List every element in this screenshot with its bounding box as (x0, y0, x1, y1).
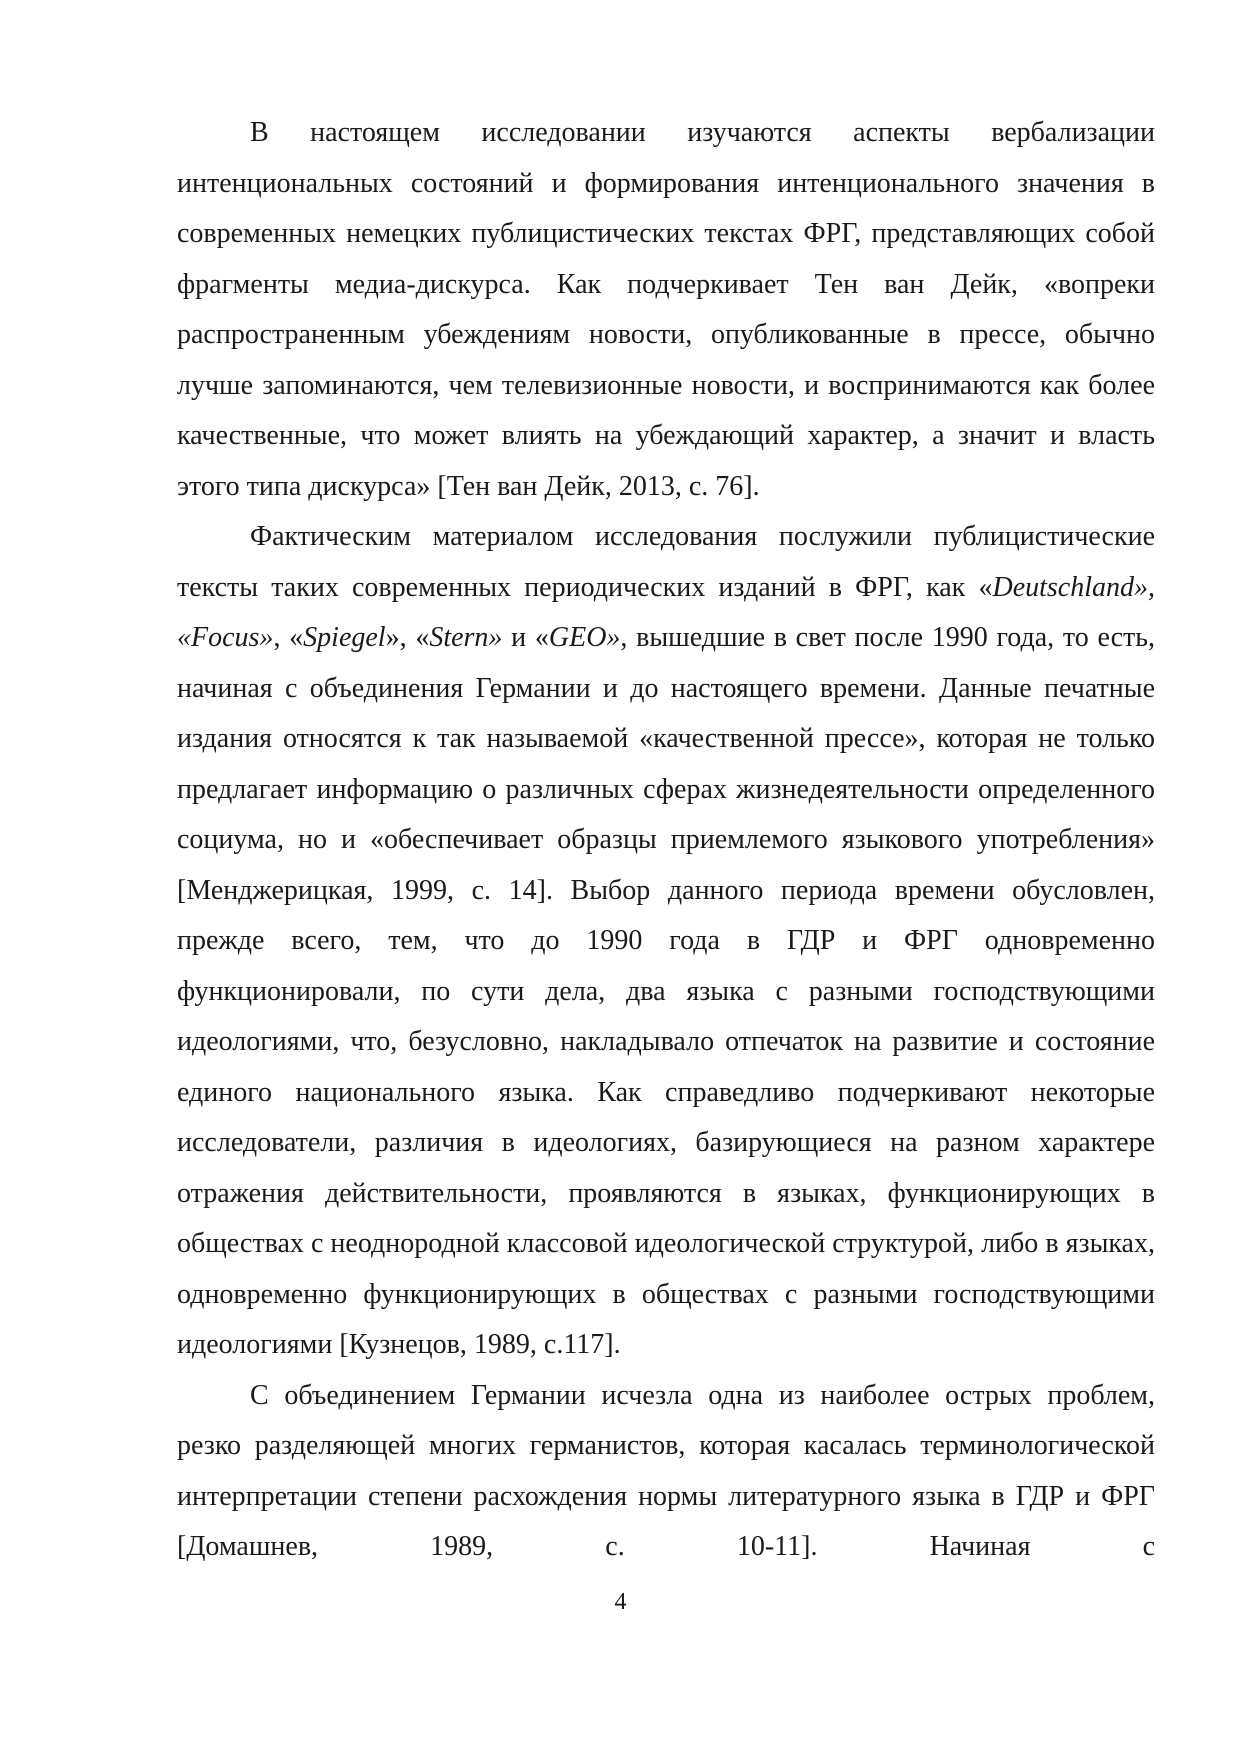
publication-stern: Stern» (429, 622, 503, 653)
publication-separator: », « (385, 622, 430, 653)
paragraph-unification: С объединением Германии исчезла одна из наиболее острых проблем, резко разделяющей многих германистов, которая касалась терминологической интерпретации степени расхождения нормы литературного языка в ГДР и ФРГ [Домашнев, 1989, с. 10-11]. Начиная с (177, 1379, 1155, 1562)
page-number: 4 (614, 1589, 627, 1615)
publication-geo: GEO» (548, 622, 621, 653)
publication-separator: , « (273, 622, 304, 653)
publication-deutschland-focus: Deutschland», «Focus» (177, 571, 1155, 653)
page-body (177, 108, 1155, 1573)
paragraph-material (177, 512, 1155, 1371)
paragraph-material-body: , вышедшие в свет после 1990 года, то есть, начиная с объединения Германии и до настоящего времени. Данные печатные издания относятся к так называемой «качественной прессе», которая не только предлагает информацию о различных сферах жизнедеятельности определенного социума, но и «обеспечивает образцы приемлемого языкового употребления» [Менджерицкая, 1999, с. 14]. Выбор данного периода времени обусловлен, прежде всего, тем, что до 1990 года в ГДР и ФРГ одновременно функционировали, по сути дела, два языка с разными господствующими идеологиями, что, безусловно, накладывало отпечаток на развитие и состояние единого национального языка. Как справедливо подчеркивают некоторые исследователи, различия в идеологиях, базирующиеся на разном характере отражения действительности, проявляются в языках, функционирующих в обществах с неоднородной классовой идеологической структурой, либо в языках, одновременно функционирующих в обществах с разными господствующими идеологиями [Кузнецов, 1989, с.117]. (177, 622, 1156, 1360)
paragraph-material-intro: Фактическим материалом исследования послужили публицистические тексты таких современных периодических изданий в ФРГ, как « (177, 521, 1155, 603)
publication-spiegel: Spiegel (303, 622, 386, 653)
publication-separator: и « (502, 622, 549, 653)
paragraph-intro: В настоящем исследовании изучаются аспекты вербализации интенциональных состояний и формирования интенционального значения в современных немецких публицистических текстах ФРГ, представляющих собой фрагменты медиа-дискурса. Как подчеркивает Тен ван Дейк, «вопреки распространенным убеждениям новости, опубликованные в прессе, обычно лучше запоминаются, чем телевизионные новости, и воспринимаются как более качественные, что может влиять на убеждающий характер, а значит и власть этого типа дискурса» [Тен ван Дейк, 2013, с. 76]. (177, 117, 1155, 502)
